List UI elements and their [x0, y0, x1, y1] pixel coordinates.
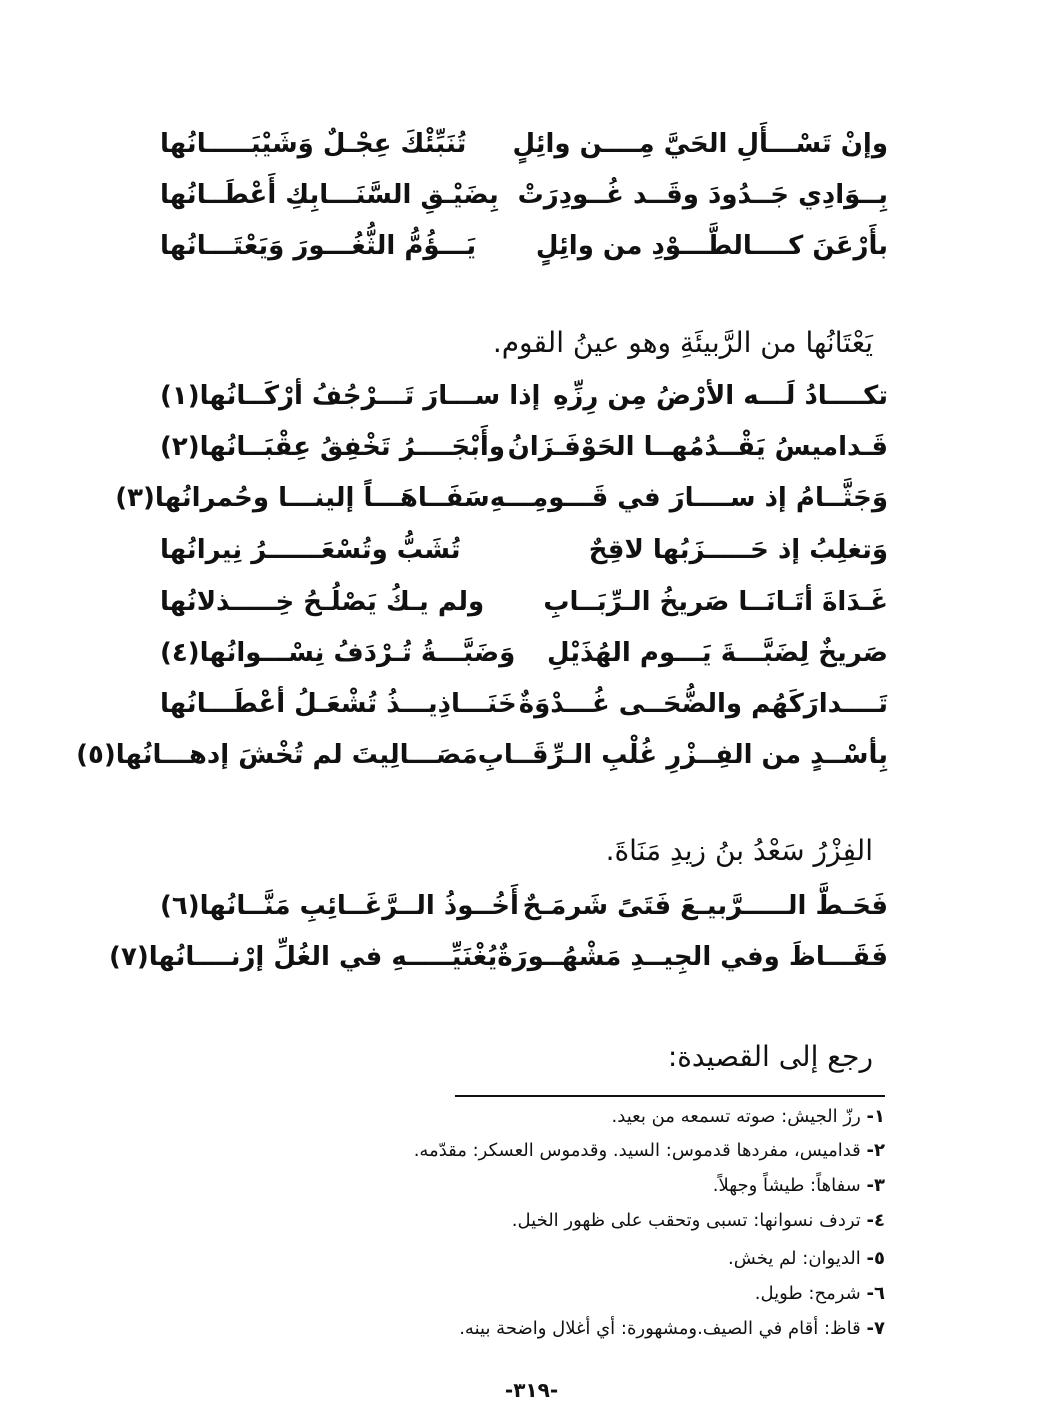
footnote [612, 1106, 885, 1127]
verse-line [109, 931, 888, 983]
verse-second-hemistich: خَنَـــاذِيـــذُ تُشْعَـلُ أعْطَـــانُها [160, 689, 517, 719]
verse-line [160, 118, 888, 170]
footnote-text: شرمح: طويل. [754, 1283, 861, 1304]
footnote-number: ٣- [866, 1175, 885, 1196]
footnote [512, 1210, 885, 1231]
footnote-text: قاظ: أقام في الصيف.ومشهورة: أي أغلال واضحة بينه. [459, 1318, 861, 1339]
prose-commentary: رجع إلى القصيدة: [667, 1040, 873, 1073]
verse-line [160, 678, 888, 730]
verse-second-hemistich: يُغْنَيِّـــــهِ في الغُلِّ إرْنــــانُها(٧) [109, 942, 498, 972]
verse-first-hemistich: وَجَثَّــامُ إذ ســــارَ في قَـــومِـــهِ [489, 483, 888, 513]
verse-line [115, 472, 888, 524]
verse-second-hemistich: مَصَـــالِيتَ لم تُخْشَ إدهـــانُها(٥) [76, 740, 478, 770]
verse-second-hemistich: وَضَبَّـــةُ تُـرْدَفُ نِسْـــوانُها(٤) [160, 638, 516, 668]
verse-line [160, 576, 888, 628]
verse-first-hemistich: بِــوَادِي جَــدُودَ وقَــد غُــودِرَتْ [517, 180, 888, 210]
verse-line [160, 421, 888, 473]
page-number: -٣١٩- [504, 1378, 559, 1402]
prose-commentary: الفِزْرُ سَعْدُ بنُ زيدِ مَنَاةَ. [605, 834, 873, 867]
footnote-number: ٧- [866, 1318, 885, 1339]
verse-line [160, 370, 888, 422]
footnote-number: ٥- [866, 1248, 885, 1269]
verse-second-hemistich: بِضَيْـقِ السَّنَـــابِكِ أَعْطَــانُها [160, 180, 499, 210]
verse-second-hemistich: إذا ســـارَ تَـــرْجُفُ أرْكَــانُها(١) [160, 381, 541, 411]
verse-first-hemistich: قَـداميسُ يَقْــدُمُهــا الحَوْفَـزَانُ [507, 432, 888, 462]
verse-second-hemistich: سَفَــاهَـــاً إلينـــا وحُمرانُها(٣) [115, 483, 490, 513]
verse-second-hemistich: تُشَبُّ وتُسْعَــــــرُ نِيرانُها [160, 535, 461, 565]
verse-first-hemistich: تَــــدارَكَهُم والضُّحَــى غُـــدْوَةٌ [518, 689, 888, 719]
verse-second-hemistich: تُنَبِّئْكَ عِجْـلٌ وَشَيْبَـــــانُها [160, 129, 467, 159]
footnote-text: تردف نسوانها: تسبى وتحقب على ظهور الخيل. [511, 1210, 861, 1231]
verse-first-hemistich: فَقَـــاظَ وفي الجِيــدِ مَشْهُــورَةٌ [497, 942, 888, 972]
verse-first-hemistich: صَريخٌ لِضَبَّـــةَ يَـــوم الهُذَيْلِ [547, 638, 888, 668]
verse-second-hemistich: ولم يـكُ يَصْلُـحُ خِـــــذلانُها [160, 587, 485, 617]
footnote-text: الديوان: لم يخش. [728, 1248, 861, 1269]
footnote [755, 1283, 885, 1304]
verse-first-hemistich: وإنْ تَسْـــأَلِ الحَيَّ مِــــن وائِلٍ [512, 129, 888, 159]
verse-first-hemistich: وَتغلِبُ إذ حَـــــزَبُها لاقِحٌ [588, 535, 888, 565]
footnote [728, 1248, 885, 1269]
verse-line [160, 524, 888, 576]
verse-line [160, 169, 888, 221]
footnote [459, 1318, 885, 1339]
footnote-number: ٦- [866, 1283, 885, 1304]
verse-line [76, 729, 888, 781]
verse-first-hemistich: غَـدَاةَ أتَـانَــا صَريخُ الـرِّبَــابِ [543, 587, 888, 617]
footnote [414, 1140, 885, 1161]
footnote [713, 1175, 885, 1196]
verse-first-hemistich: بِأسْــدٍ من الفِــزْرِ غُلْبِ الـرِّقَــابِ [477, 740, 888, 770]
verse-first-hemistich: تكــــادُ لَـــه الأرْضُ مِن رِزِّهِ [553, 381, 888, 411]
verse-line [160, 627, 888, 679]
verse-line [160, 880, 888, 932]
footnote-divider [455, 1095, 885, 1097]
prose-commentary: يَعْتَانُها من الرَّبيئَةِ وهو عينُ القوم. [492, 326, 873, 359]
verse-second-hemistich: وأَبْجَــــرُ تَخْفِقُ عِقْبَــانُها(٢) [160, 432, 506, 462]
footnote-number: ٤- [866, 1210, 885, 1231]
footnote-text: قداميس، مفردها قدموس: السيد. وقدموس العسكر: مقدّمه. [413, 1140, 861, 1161]
verse-line [160, 220, 888, 272]
footnote-text: سفاهاً: طيشاً وجهلاً. [712, 1175, 861, 1196]
verse-second-hemistich: يَـــؤُمُّ الثُّغُـــورَ وَيَعْتَـــانُها [160, 231, 477, 261]
verse-first-hemistich: بأَرْعَنَ كــــالطَّـــوْدِ من وائِلٍ [535, 231, 888, 261]
footnote-text: رزّ الجيش: صوته تسمعه من بعيد. [611, 1106, 861, 1127]
footnote-number: ١- [866, 1106, 885, 1127]
verse-second-hemistich: أَخُــوذُ الــرَّغَــائِبِ مَنَّــانُها(٦) [160, 891, 519, 921]
verse-first-hemistich: فَحَـطَّ الـــــرَّبيـعَ فَتَىً شَرمَـحٌ [522, 891, 888, 921]
footnote-number: ٢- [866, 1140, 885, 1161]
